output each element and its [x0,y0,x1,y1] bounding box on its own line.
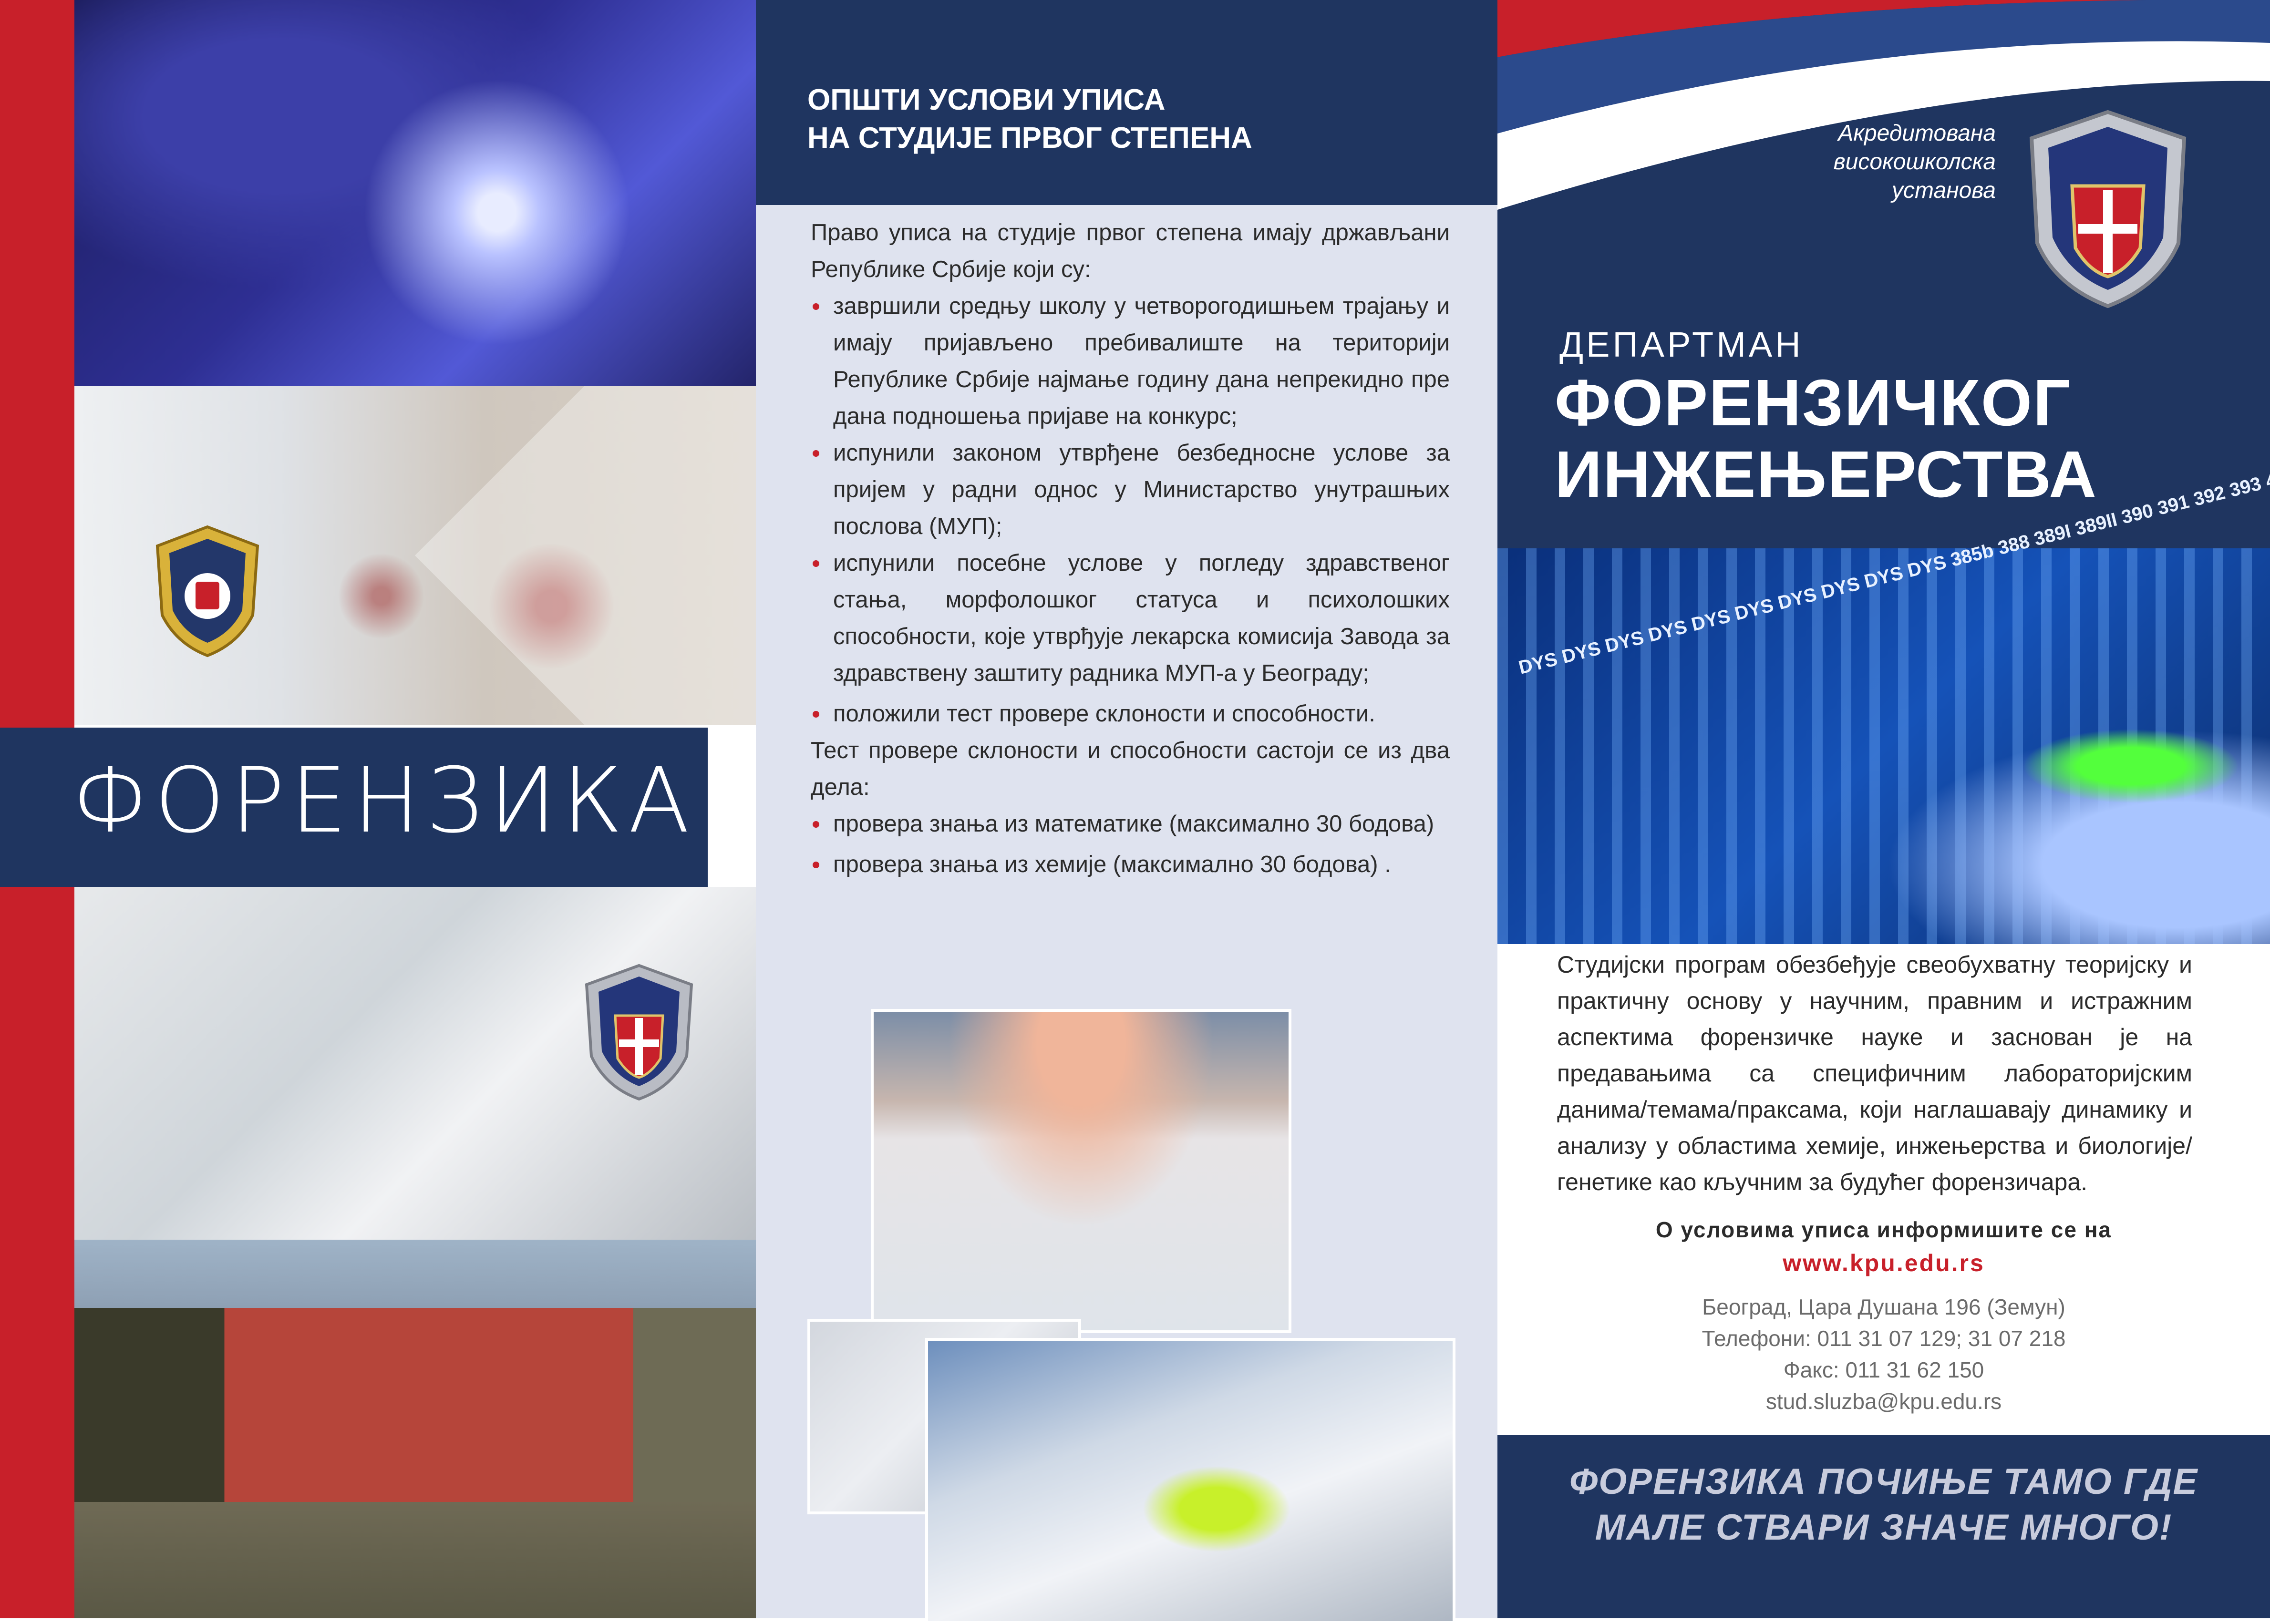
email-link[interactable]: stud.sluzba@kpu.edu.rs [1765,1389,2002,1414]
photo-crime-scene-ground [74,1502,756,1618]
admission-heading-line2: НА СТУДИЈЕ ПРВОГ СТЕПЕНА [807,122,1252,154]
slogan [1497,1459,2270,1551]
department-name-line1: ФОРЕНЗИЧКОГ [1555,366,2072,440]
phones: Телефони: 011 31 07 129; 31 07 218 [1702,1326,2066,1351]
kpu-badge-icon [2027,110,2189,310]
kpu-badge-icon [582,963,696,1101]
department-name-line2: ИНЖЕЊЕРСТВА [1555,438,2097,511]
accreditation-text: Акредитована високошколска установа [1833,121,1996,203]
photo-students-skiing [925,1338,1455,1624]
admission-heading-line1: ОПШТИ УСЛОВИ УПИСА [807,83,1166,116]
department-label: ДЕПАРТМАН [1559,325,1804,364]
condition-item: завршили средњу школу у четворогодишњем трајању и имају пријављено пребивалиште на територији Републике Србије најмање годину дана непрекидно пре дана подношења пријаве на конкурс; [811,288,1450,435]
program-description: Студијски програм обезбеђује свеобухватну теоријску и практичну основу у научним, правним и истражним аспектима форензичке науке и заснован је на предавањима са специфичним лабораторијским данима/темама/праксама, који наглашавају динамику и анализу у областима хемије, инжењерства и биологије/генетике као кључним за будућег форензичара. [1557,951,2192,1195]
page-title: ФОРЕНЗИКА [72,749,696,853]
website-link[interactable]: www.kpu.edu.rs [1783,1250,1985,1276]
admission-body [811,215,1450,883]
white-chevron-overlay [415,386,756,725]
address: Београд, Цара Душана 196 (Земун) [1702,1295,2065,1319]
slogan-line1: ФОРЕНЗИКА ПОЧИЊЕ ТАМО ГДЕ [1569,1461,2198,1502]
info-line: О условима уписа информишите се на [1655,1217,2112,1242]
test-intro: Тест провере склоности и способности састоји се из два дела: [811,738,1450,800]
admission-heading [807,81,1475,157]
admission-intro: Право уписа на студије првог степена имају држављани Републике Србије који су: [811,220,1450,282]
condition-item: испунили посебне услове у погледу здравственог стања, морфолошког статуса и психолошких способности, које утврђује лекарска комисија Завода за здравствену заштиту радника МУП-а у Београду; [811,545,1450,692]
mup-badge-icon [153,524,262,658]
test-part-item: провера знања из хемије (максимално 30 бодова) . [811,846,1450,883]
fax: Факс: 011 31 62 150 [1783,1357,1984,1382]
photo-forensic-car-uv [74,0,756,386]
test-part-item: провера знања из математике (максимално 30 бодова) [811,806,1450,843]
condition-item: испунили законом утврђене безбедносне услове за пријем у радни однос у Министарство унутрашњих послова (МУП); [811,435,1450,545]
photo-dna-profile-test-tube [1497,548,2270,944]
slogan-line2: МАЛЕ СТВАРИ ЗНАЧЕ МНОГО! [1595,1507,2173,1548]
photo-students-snow-evidence [871,1009,1291,1333]
contact-block [1497,1291,2270,1417]
condition-item: положили тест провере склоности и способности. [811,696,1450,732]
